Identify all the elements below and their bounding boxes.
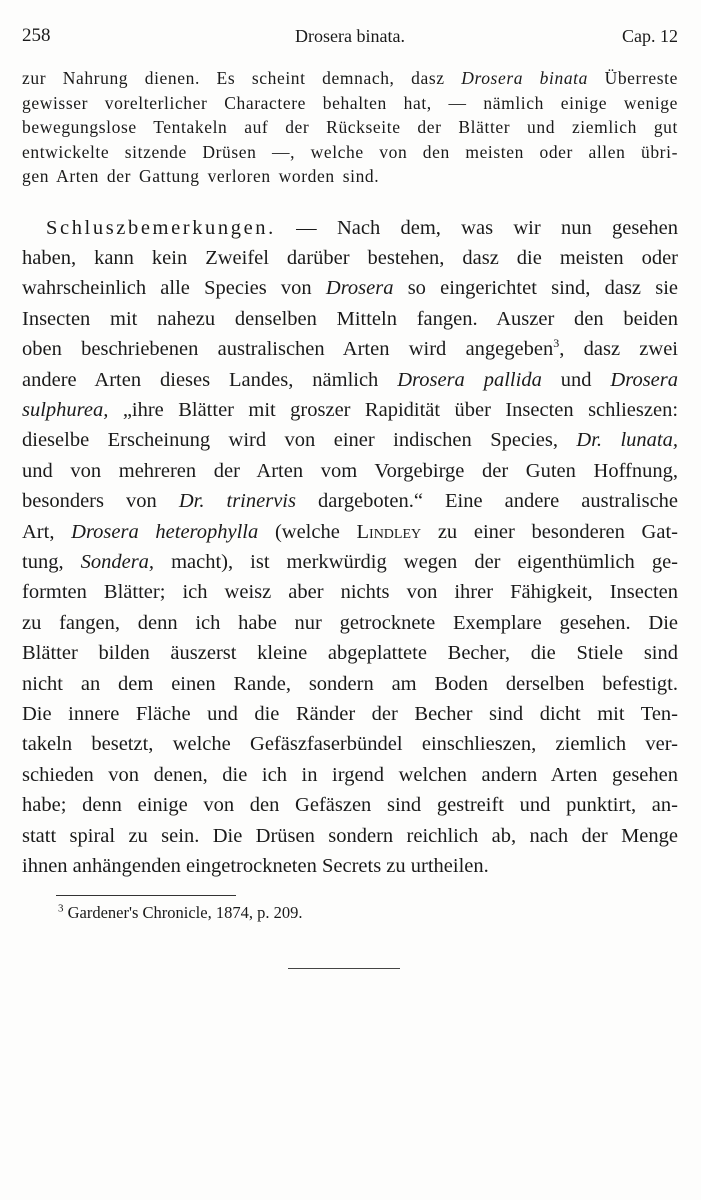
text-line: Schluszbemerkungen. — Nach dem, was wir nun gesehen [46, 216, 678, 239]
text-line: Insecten mit nahezu denselben Mitteln fangen. Auszer den beiden [22, 307, 678, 330]
previous-paragraph [22, 66, 678, 189]
text-line: zur Nahrung dienen. Es scheint demnach, dasz Drosera binata Überreste [22, 68, 679, 88]
text-line: statt spiral zu sein. Die Drüsen sondern reichlich ab, nach der Menge [22, 824, 678, 847]
author-name: Lindley [356, 520, 422, 543]
text-line: Die innere Fläche und die Ränder der Becher sind dicht mit Ten- [22, 703, 678, 725]
text-line: und von mehreren der Arten vom Vorgebirge der Guten Hoffnung, [22, 459, 678, 482]
text-line: sulphurea, „ihre Blätter mit groszer Rapidität über Insecten schlieszen: [22, 398, 679, 421]
footnote-ref: 3 [553, 336, 560, 351]
text-line: gen Arten der Gattung verloren worden sind. [22, 166, 380, 186]
text-line: oben beschriebenen australischen Arten wird angegeben$^3$, dasz zwei [22, 336, 679, 361]
page-number: 258 [22, 25, 51, 46]
text-line: zu fangen, denn ich habe nur getrocknete Exemplare gesehen. Die [22, 611, 678, 634]
text-line: schieden von denen, die ich in irgend welchen andern Arten gesehen [22, 763, 678, 786]
text-line: Art, Drosera heterophylla (welche Lindley zu einer besonderen Gat- [22, 520, 678, 543]
species-name: Drosera binata [461, 68, 588, 88]
text-line: Blätter bilden äuszerst kleine abgeplattete Becher, die Stiele sind [22, 642, 678, 665]
closing-remarks-paragraph [22, 213, 678, 882]
text-line: takeln besetzt, welche Gefäszfaserbündel einschlieszen, ziemlich ver- [22, 733, 678, 756]
text-line: besonders von Dr. trinervis dargeboten.“ Eine andere australische [22, 490, 679, 513]
book-page [22, 22, 678, 924]
footnote-marker: 3 [58, 902, 64, 915]
footnote-divider [56, 895, 236, 896]
text-line: haben, kann kein Zweifel darüber bestehen, dasz die meisten oder [22, 246, 678, 269]
text-line: entwickelte sitzende Drüsen —, welche von den meisten oder allen übri- [22, 141, 678, 162]
footnote [58, 902, 678, 924]
text-line: tung, Sondera, macht), ist merkwürdig wegen der eigenthümlich ge- [22, 550, 678, 573]
running-head [22, 22, 678, 50]
section-heading: Schluszbemerkungen. [46, 216, 276, 239]
footnote-text: Gardener's Chronicle, 1874, p. 209. [67, 903, 303, 923]
text-line: ihnen anhängenden eingetrockneten Secrets zu urtheilen. [22, 855, 489, 878]
text-line: formten Blätter; ich weisz aber nichts von ihrer Fähigkeit, Insecten [22, 581, 678, 604]
text-line: dieselbe Erscheinung wird von einer indischen Species, Dr. lunata, [22, 429, 679, 452]
text-line: andere Arten dieses Landes, nämlich Drosera pallida und Drosera [22, 368, 678, 391]
text-line: nicht an dem einen Rande, sondern am Boden derselben befestigt. [22, 672, 678, 695]
text-line: gewisser vorelterlicher Charactere behalten hat, — nämlich einige wenige [22, 92, 678, 113]
running-title: Drosera binata. [295, 26, 405, 46]
text-line: habe; denn einige von den Gefäszen sind gestreift und punktirt, an- [22, 794, 678, 817]
text-line: wahrscheinlich alle Species von Drosera so eingerichtet sind, dasz sie [22, 277, 679, 300]
text-line: bewegungslose Tentakeln auf der Rückseite der Blätter und ziemlich gut [22, 117, 678, 137]
end-of-page-rule [288, 968, 400, 969]
chapter-label: Cap. 12 [622, 26, 678, 46]
